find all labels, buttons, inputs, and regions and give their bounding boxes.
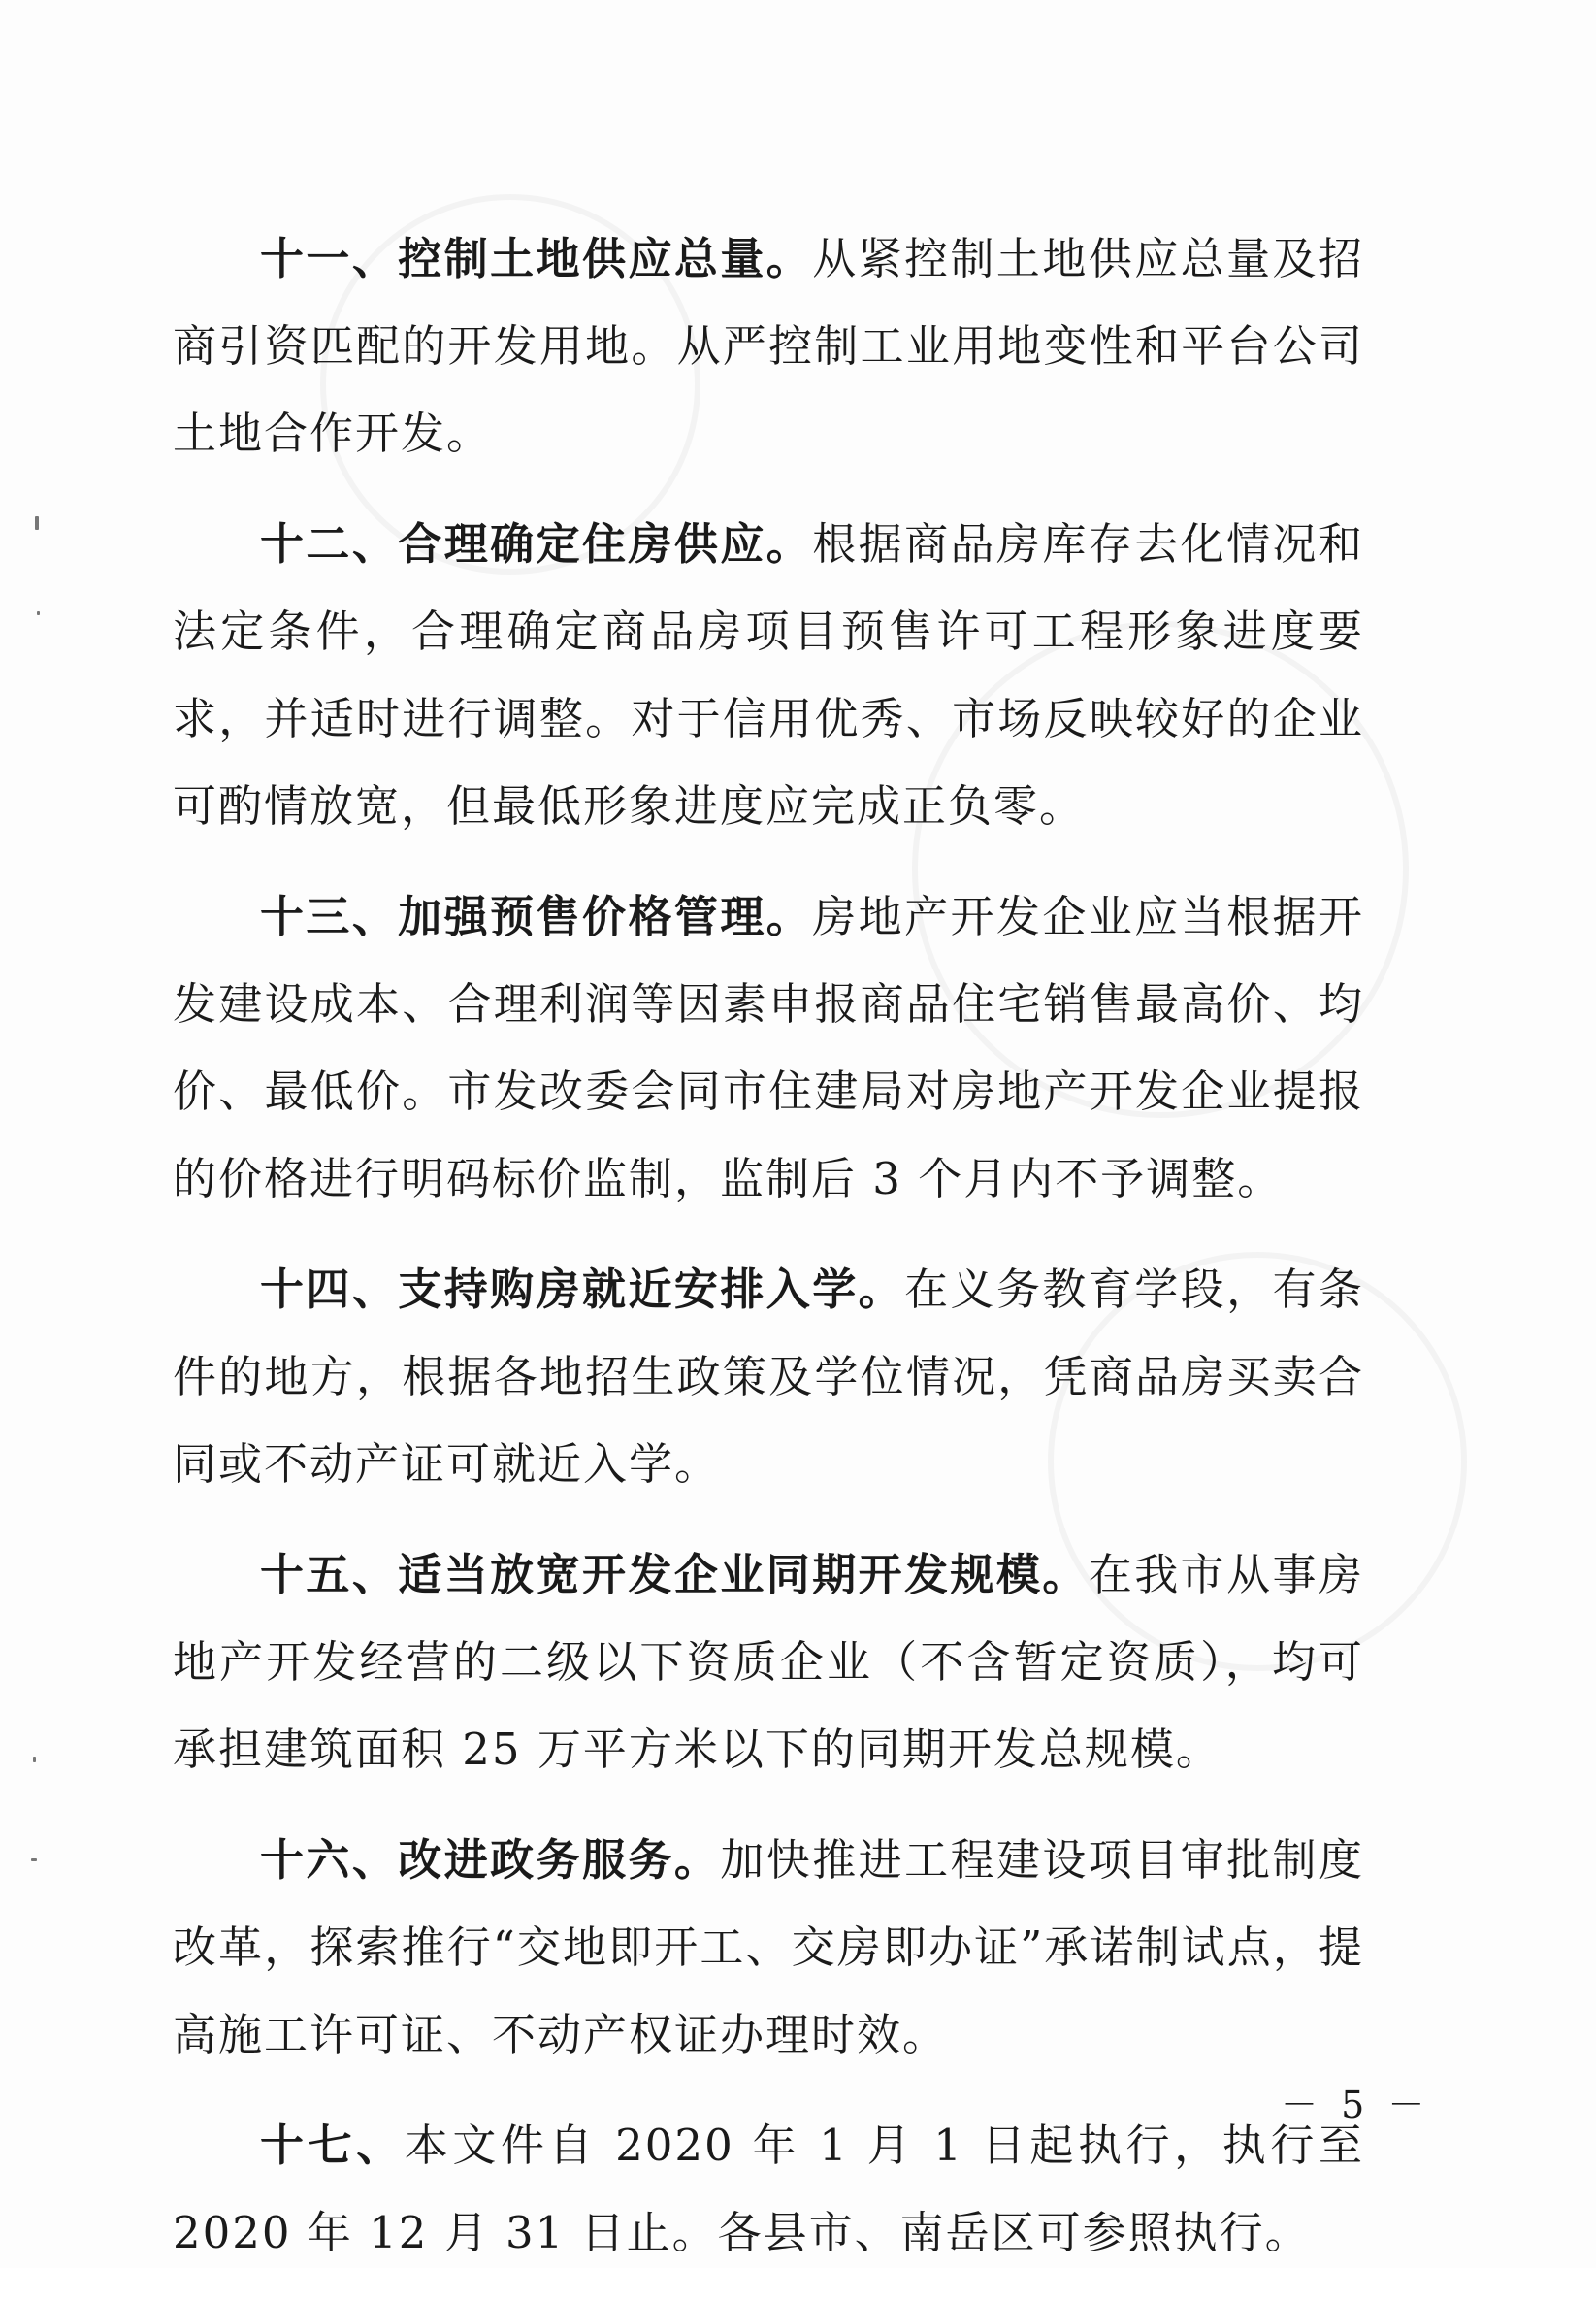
clause-text: 本文件自 2020 年 1 月 1 日起执行，执行至 2020 年 12 月 31 日止。各县市、南岳区可参照执行。 bbox=[173, 2119, 1364, 2258]
clause-13 bbox=[173, 873, 1364, 1223]
clause-11 bbox=[173, 215, 1364, 477]
clause-text: 加快推进工程建设项目审批制度改革，探索推行“交地即开工、交房即办证”承诺制试点，提高施工许可证、不动产权证办理时效。 bbox=[173, 1834, 1364, 2060]
scan-speck bbox=[33, 1757, 36, 1762]
clause-14 bbox=[173, 1246, 1364, 1508]
clause-text: 房地产开发企业应当根据开发建设成本、合理利润等因素申报商品住宅销售最高价、均价、最低价。市发改委会同市住建局对房地产开发企业提报的价格进行明码标价监制，监制后 3 个月内不予调整。 bbox=[173, 891, 1364, 1204]
clause-12 bbox=[173, 501, 1364, 850]
clause-text: 在我市从事房地产开发经营的二级以下资质企业（不含暂定资质），均可承担建筑面积 25 万平方米以下的同期开发总规模。 bbox=[173, 1549, 1364, 1775]
scan-speck bbox=[31, 1858, 37, 1861]
clause-heading: 十七、 bbox=[260, 2119, 405, 2171]
clause-heading: 十一、控制土地供应总量。 bbox=[260, 233, 813, 284]
clause-text: 从紧控制土地供应总量及招商引资匹配的开发用地。从严控制工业用地变性和平台公司土地合作开发。 bbox=[173, 233, 1364, 459]
clause-heading: 十四、支持购房就近安排入学。 bbox=[260, 1264, 905, 1315]
clause-text: 在义务教育学段，有条件的地方，根据各地招生政策及学位情况，凭商品房买卖合同或不动产证可就近入学。 bbox=[173, 1264, 1364, 1490]
scan-speck bbox=[35, 516, 39, 530]
clause-heading: 十二、合理确定住房供应。 bbox=[260, 518, 813, 570]
clause-text: 根据商品房库存去化情况和法定条件，合理确定商品房项目预售许可工程形象进度要求，并适时进行调整。对于信用优秀、市场反映较好的企业可酌情放宽，但最低形象进度应完成正负零。 bbox=[173, 518, 1364, 832]
clause-heading: 十五、适当放宽开发企业同期开发规模。 bbox=[260, 1549, 1089, 1600]
clause-16 bbox=[173, 1817, 1364, 2079]
clause-heading: 十三、加强预售价格管理。 bbox=[260, 891, 813, 942]
scan-speck bbox=[37, 611, 40, 615]
document-body bbox=[173, 215, 1364, 2300]
clause-heading: 十六、改进政务服务。 bbox=[260, 1834, 721, 1886]
page-number: － 5 － bbox=[1281, 2084, 1431, 2126]
clause-17 bbox=[173, 2102, 1364, 2277]
clause-15 bbox=[173, 1531, 1364, 1793]
